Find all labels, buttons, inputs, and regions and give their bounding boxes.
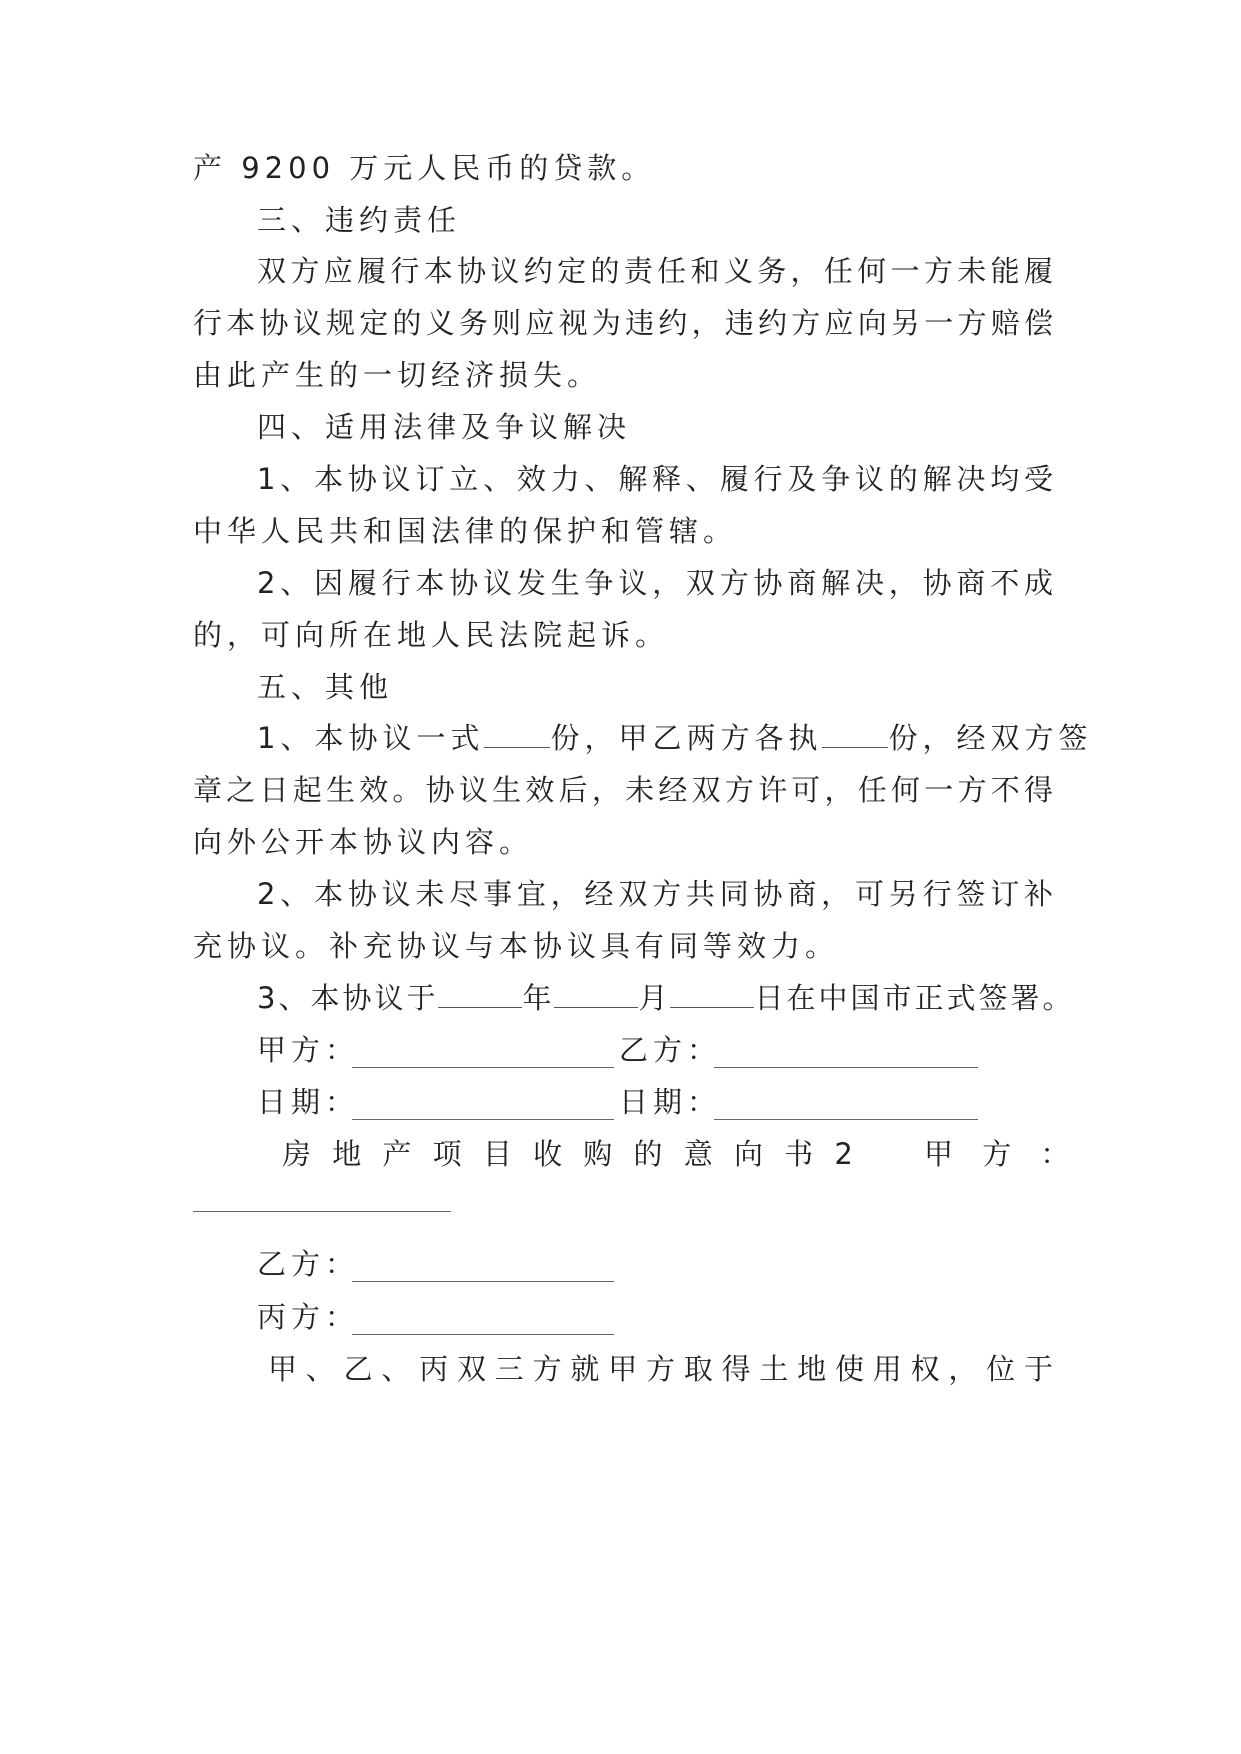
day-blank xyxy=(670,977,754,1008)
paragraph-line: 2、本协议未尽事宜，经双方共同协商，可另行签订补 xyxy=(257,877,1053,911)
paragraph-line: 充协议。补充协议与本协议具有同等效力。 xyxy=(193,929,840,963)
second-doc-party-c-label: 丙方： xyxy=(257,1300,360,1334)
date-a-line xyxy=(352,1118,614,1120)
paragraph-line-signing-date xyxy=(257,973,1075,1023)
party-a-signature-line xyxy=(352,1066,614,1068)
copies-each-blank xyxy=(822,717,888,748)
text-segment: 3、本协议于 xyxy=(257,981,439,1015)
text-segment: 份，甲乙两方各执 xyxy=(550,721,823,755)
year-blank xyxy=(438,977,522,1008)
second-doc-party-b-line xyxy=(352,1280,614,1282)
paragraph-line: 甲、乙、丙双三方就甲方取得土地使用权，位于 xyxy=(268,1352,1053,1386)
second-doc-title: 房 地 产 项 目 收 购 的 意 向 书 2 xyxy=(282,1137,859,1171)
paragraph-line: 章之日起生效。协议生效后，未经双方许可，任何一方不得 xyxy=(193,773,1053,807)
month-blank xyxy=(554,977,638,1008)
paragraph-line: 产 9200 万元人民币的贷款。 xyxy=(193,151,656,185)
text-segment: 月 xyxy=(638,981,671,1015)
second-doc-party-b-label: 乙方： xyxy=(257,1247,360,1281)
section-heading-law: 四、适用法律及争议解决 xyxy=(257,410,632,444)
paragraph-line: 2、因履行本协议发生争议，双方协商解决，协商不成 xyxy=(257,566,1053,600)
party-a-label: 甲方： xyxy=(257,1033,360,1067)
paragraph-line: 行本协议规定的义务则应视为违约，违约方应向另一方赔偿 xyxy=(193,306,1053,340)
date-a-label: 日期： xyxy=(257,1085,360,1119)
paragraph-line: 1、本协议订立、效力、解释、履行及争议的解决均受 xyxy=(257,462,1053,496)
text-segment: 1、本协议一式 xyxy=(257,721,485,755)
text-segment: 年 xyxy=(522,981,555,1015)
paragraph-line: 由此产生的一切经济损失。 xyxy=(193,358,602,392)
party-b-label: 乙方： xyxy=(619,1033,722,1067)
section-heading-breach: 三、违约责任 xyxy=(257,203,462,237)
date-b-line xyxy=(714,1118,978,1120)
date-b-label: 日期： xyxy=(619,1085,722,1119)
party-b-signature-line xyxy=(714,1066,978,1068)
paragraph-line: 向外公开本协议内容。 xyxy=(193,825,534,859)
paragraph-line: 中华人民共和国法律的保护和管辖。 xyxy=(193,514,738,548)
paragraph-line-copies xyxy=(257,713,1093,763)
section-heading-other: 五、其他 xyxy=(257,670,394,704)
second-doc-party-c-line xyxy=(352,1333,614,1335)
paragraph-line: 的，可向所在地人民法院起诉。 xyxy=(193,618,670,652)
second-doc-party-a-line xyxy=(193,1210,451,1212)
text-segment: 日在中国市正式签署。 xyxy=(754,981,1075,1015)
paragraph-line: 双方应履行本协议约定的责任和义务，任何一方未能履 xyxy=(257,254,1053,288)
text-segment: 份，经双方签 xyxy=(888,721,1093,755)
second-doc-party-a-label: 甲 方 ： xyxy=(924,1137,1080,1171)
copies-total-blank xyxy=(484,717,550,748)
